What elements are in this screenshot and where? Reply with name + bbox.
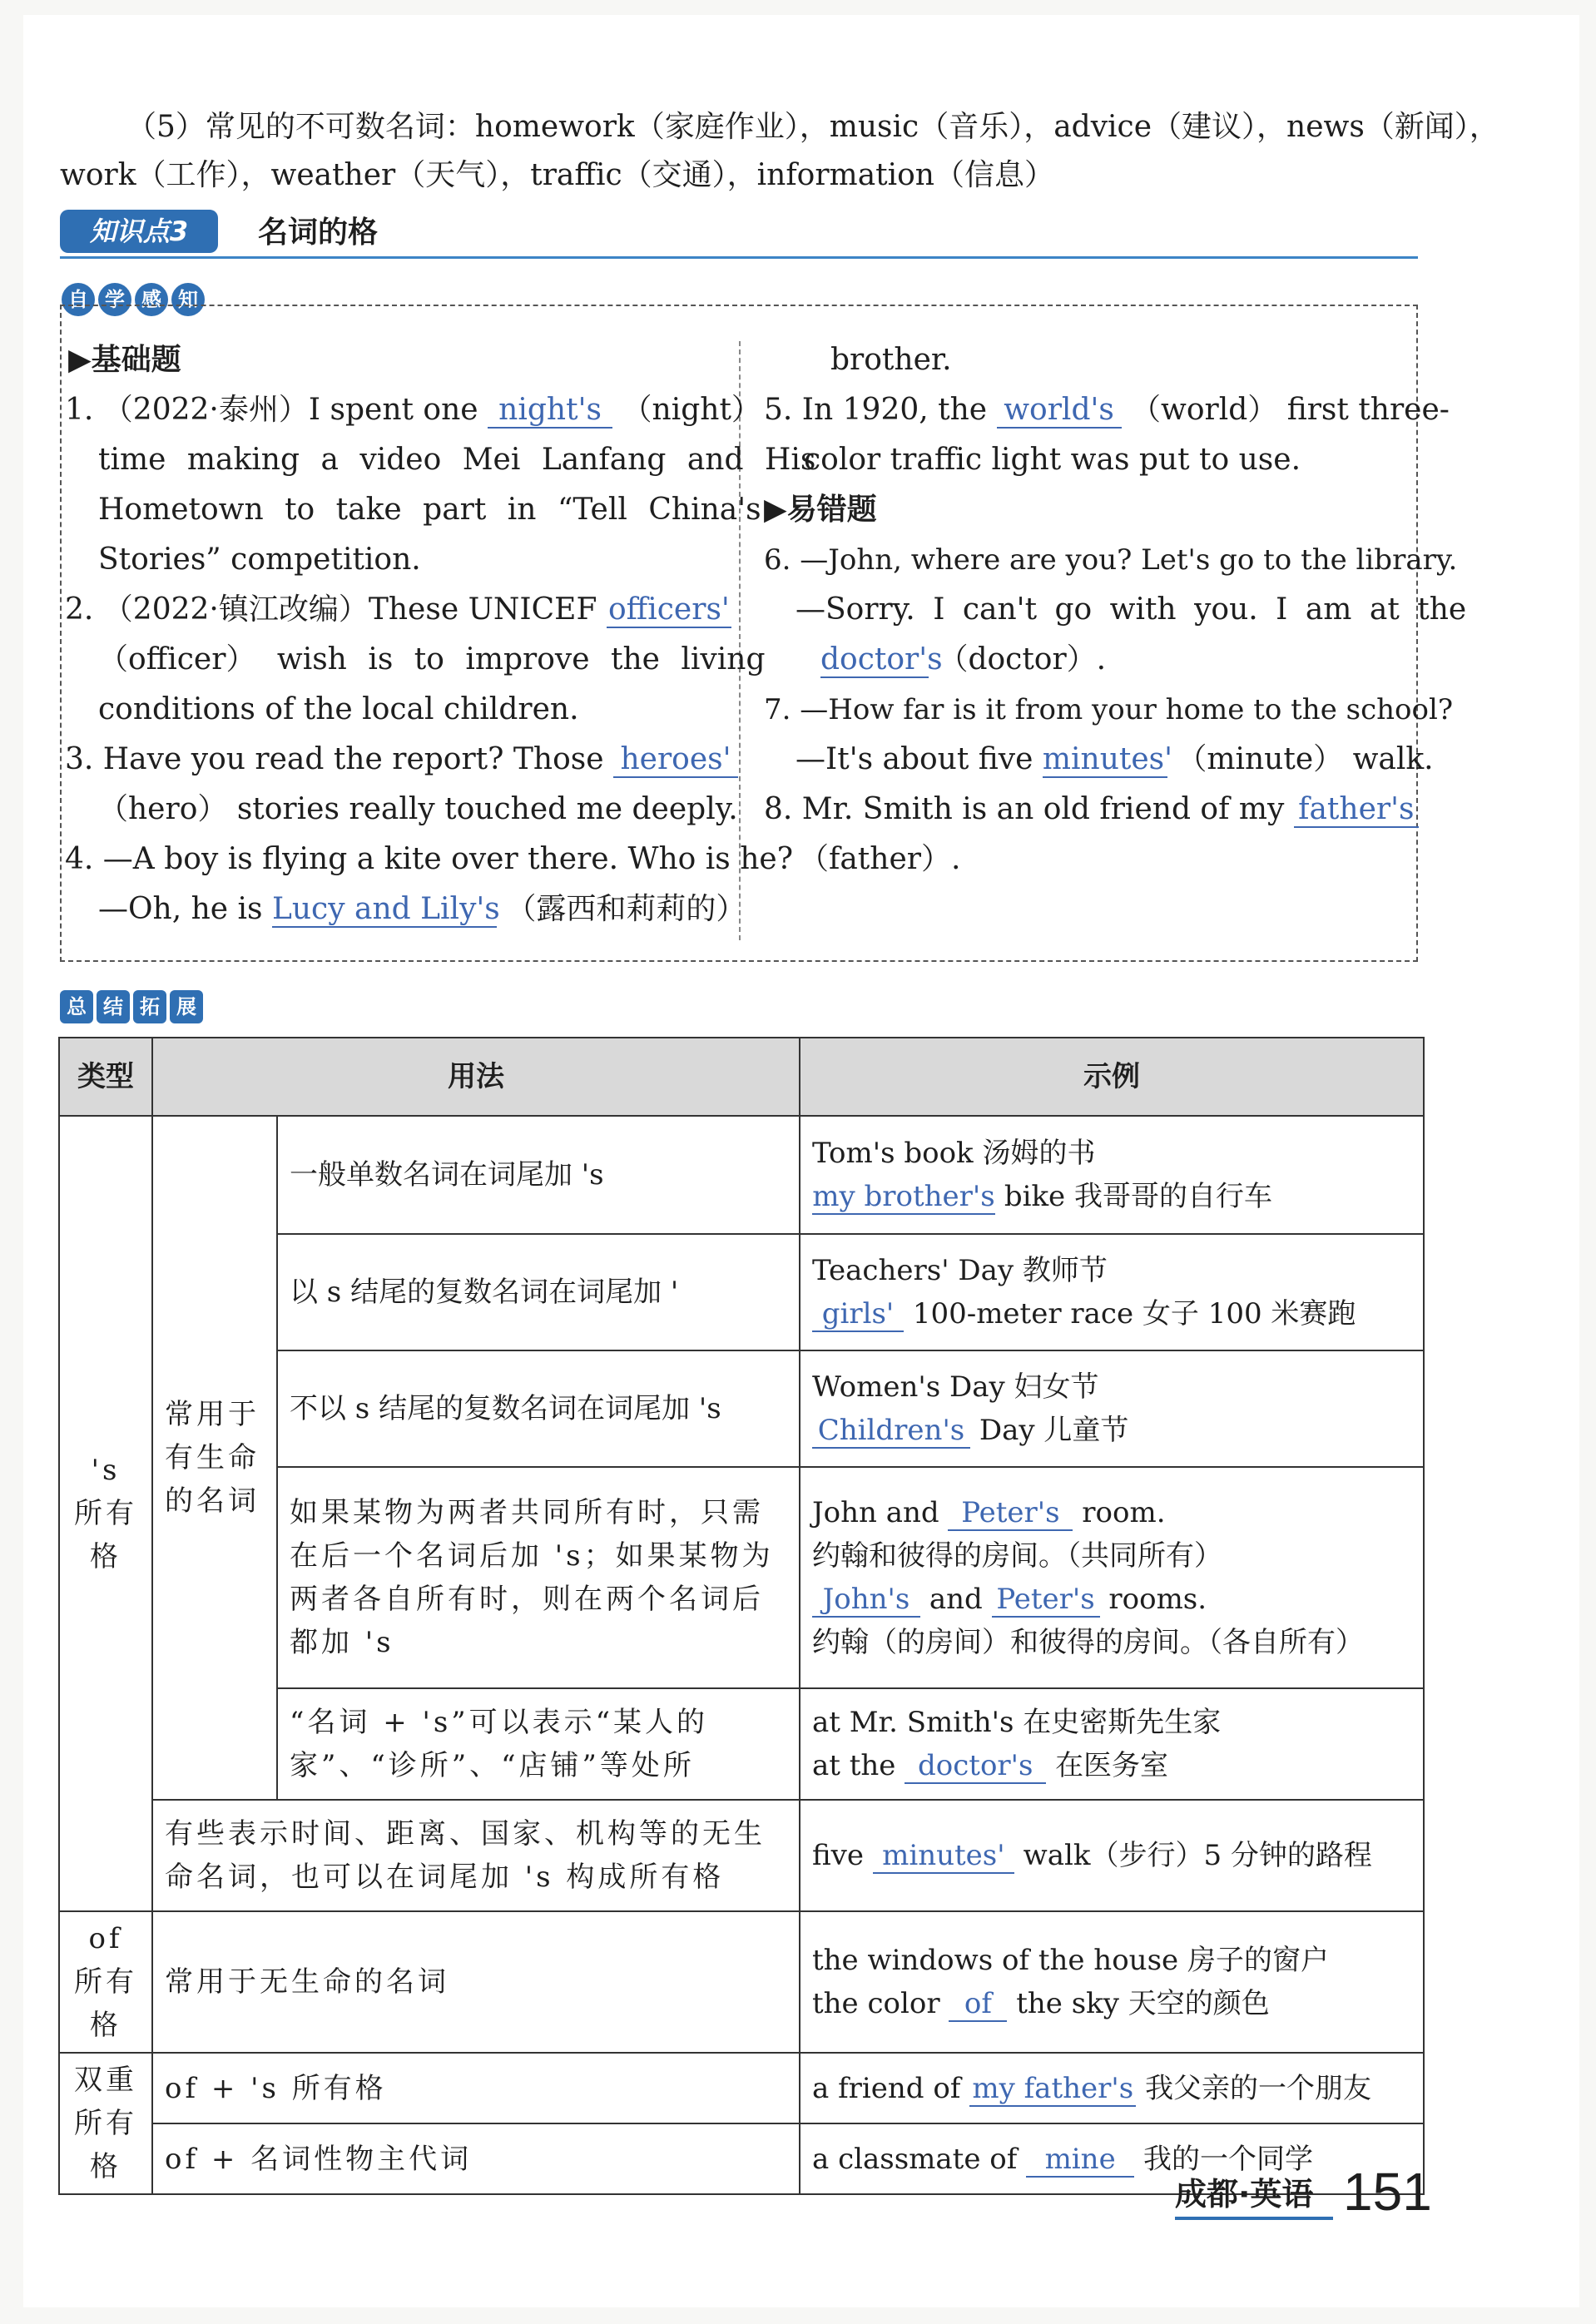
example-line: the windows of the house 房子的窗户 bbox=[812, 1944, 1329, 1977]
q1-answer: night's bbox=[488, 394, 612, 429]
example-line: 约翰（的房间）和彼得的房间。（各自所有） bbox=[812, 1626, 1364, 1659]
answer-blank: Children's bbox=[812, 1414, 970, 1449]
answer-blank: John's bbox=[812, 1583, 920, 1618]
summary-char: 总 bbox=[60, 990, 93, 1023]
answer-blank: my brother's bbox=[812, 1180, 995, 1213]
summary-table bbox=[58, 1037, 1425, 2195]
example-text: the sky 天空的颜色 bbox=[1016, 1987, 1270, 2020]
header-usage: 用法 bbox=[152, 1038, 800, 1116]
example-line: Women's Day 妇女节 bbox=[812, 1370, 1099, 1404]
example-cell bbox=[800, 1234, 1424, 1350]
q4-text: —Oh, he is bbox=[98, 892, 263, 926]
example-text: bike 我哥哥的自行车 bbox=[1004, 1180, 1272, 1213]
q5-answer: world's bbox=[997, 394, 1122, 429]
example-text: a classmate of bbox=[812, 2142, 1018, 2176]
example-line: Teachers' Day 教师节 bbox=[812, 1254, 1108, 1287]
usage-cell: “名词 + 's”可以表示“某人的家”、“诊所”、“店铺”等处所 bbox=[277, 1688, 800, 1800]
usage-cell: 有些表示时间、距离、国家、机构等的无生命名词，也可以在词尾加 's 构成所有格 bbox=[152, 1800, 800, 1911]
section-title: 名词的格 bbox=[258, 216, 379, 250]
summary-char: 展 bbox=[170, 990, 203, 1023]
example-line bbox=[812, 1834, 1411, 1877]
animate-label: 常用于有生命的名词 bbox=[152, 1116, 277, 1800]
type-double: 双重所有格 bbox=[59, 2053, 152, 2194]
example-cell bbox=[800, 1467, 1424, 1688]
q8-text: 8. Mr. Smith is an old friend of my bbox=[764, 792, 1285, 826]
self-study-char: 自 bbox=[62, 283, 95, 316]
example-text: a friend of bbox=[812, 2071, 961, 2105]
top-line-2: work（工作），weather（天气），traffic（交通），information（信息） bbox=[60, 158, 1054, 192]
example-line bbox=[812, 1491, 1411, 1534]
example-line: 约翰和彼得的房间。（共同所有） bbox=[812, 1539, 1222, 1573]
q4-end: brother. bbox=[830, 343, 952, 377]
q3-answer: heroes' bbox=[613, 743, 738, 778]
answer-blank: doctor's bbox=[905, 1749, 1046, 1784]
q5-line2: color traffic light was put to use. bbox=[804, 443, 1301, 477]
q2-text: 2. （2022·镇江改编）These UNICEF bbox=[65, 592, 597, 627]
answer-blank: of bbox=[949, 1987, 1007, 2022]
q1-line3: Hometown to take part in “Tell China's bbox=[98, 493, 761, 527]
q2-line1 bbox=[65, 586, 731, 634]
example-line bbox=[812, 1175, 1411, 1218]
table-row bbox=[59, 2053, 1424, 2123]
type-of: of 所有格 bbox=[59, 1911, 152, 2053]
summary-label bbox=[60, 990, 203, 1023]
self-study-char: 学 bbox=[98, 283, 131, 316]
footer-label: 成都·英语 bbox=[1175, 2176, 1314, 2213]
example-text: and bbox=[929, 1583, 983, 1616]
summary-char: 结 bbox=[97, 990, 130, 1023]
example-text: 我的一个同学 bbox=[1142, 2142, 1313, 2176]
q7-text: —It's about five bbox=[796, 742, 1033, 776]
header-type: 类型 bbox=[59, 1038, 152, 1116]
usage-cell: 如果某物为两者共同所有时，只需在后一个名词后加 's；如果某物为两者各自所有时，则在两个名词后都加 's bbox=[277, 1467, 800, 1688]
example-line: at Mr. Smith's 在史密斯先生家 bbox=[812, 1706, 1222, 1739]
q6-hint: （doctor）. bbox=[938, 642, 1107, 676]
usage-cell: 以 s 结尾的复数名词在词尾加 ' bbox=[277, 1234, 800, 1350]
table-row bbox=[59, 1116, 1424, 1234]
q7-line2 bbox=[796, 736, 1434, 784]
q1-line1 bbox=[65, 386, 761, 434]
usage-cell: 常用于无生命的名词 bbox=[152, 1911, 800, 2053]
example-line bbox=[812, 1578, 1411, 1621]
usage-cell: of + 名词性物主代词 bbox=[152, 2123, 800, 2194]
answer-blank: minutes' bbox=[873, 1839, 1014, 1874]
self-study-char: 感 bbox=[135, 283, 168, 316]
example-text: five bbox=[812, 1839, 865, 1872]
example-cell bbox=[800, 1688, 1424, 1800]
example-text: 在医务室 bbox=[1055, 1749, 1169, 1782]
q7-line1: 7. —How far is it from your home to the school? bbox=[764, 693, 1454, 726]
q8-line2: （father）. bbox=[799, 842, 961, 876]
top-line-1: （5）常见的不可数名词：homework（家庭作业），music（音乐），advice（建议），news（新闻）， bbox=[126, 110, 1499, 144]
example-cell bbox=[800, 1116, 1424, 1234]
example-text: at the bbox=[812, 1749, 896, 1782]
answer-blank: mine bbox=[1026, 2143, 1134, 2178]
summary-char: 拓 bbox=[133, 990, 166, 1023]
example-line bbox=[812, 1982, 1411, 2025]
basic-heading: ▶基础题 bbox=[68, 343, 181, 377]
q3-text: 3. Have you read the report? Those bbox=[65, 742, 604, 776]
answer-blank: girls' bbox=[812, 1297, 904, 1332]
example-cell bbox=[800, 1911, 1424, 2053]
q3-line1 bbox=[65, 736, 738, 784]
table-header-row bbox=[59, 1038, 1424, 1116]
self-study-char: 知 bbox=[171, 283, 205, 316]
example-text: Day 儿童节 bbox=[979, 1414, 1129, 1447]
type-possessive: 's 所有格 bbox=[59, 1116, 152, 1911]
q6-line2: —Sorry. I can't go with you. I am at the bbox=[796, 592, 1467, 627]
footer-underline bbox=[1175, 2217, 1333, 2220]
q1-line4: Stories” competition. bbox=[98, 543, 421, 577]
example-line: Tom's book 汤姆的书 bbox=[812, 1137, 1096, 1170]
error-heading: ▶易错题 bbox=[764, 493, 877, 527]
q2-line3: conditions of the local children. bbox=[98, 692, 579, 726]
q3-line2: （hero） stories really touched me deeply. bbox=[98, 792, 738, 826]
q5-text: 5. In 1920, the bbox=[764, 393, 988, 427]
example-cell bbox=[800, 1800, 1424, 1911]
table-row bbox=[59, 1800, 1424, 1911]
example-cell bbox=[800, 2053, 1424, 2123]
section-badge: 知识点3 bbox=[60, 210, 218, 253]
page-number: 151 bbox=[1343, 2162, 1432, 2222]
example-text: walk（步行）5 分钟的路程 bbox=[1023, 1839, 1372, 1872]
example-cell bbox=[800, 2123, 1424, 2194]
q6-line1: 6. —John, where are you? Let's go to the library. bbox=[764, 543, 1458, 577]
example-text: John and bbox=[812, 1496, 939, 1529]
q2-answer: officers' bbox=[607, 593, 731, 628]
q6-line3 bbox=[820, 636, 1106, 684]
q8-answer: father's bbox=[1294, 793, 1419, 828]
q8-line1 bbox=[764, 785, 1419, 834]
q1-text: 1. （2022·泰州）I spent one bbox=[65, 393, 478, 427]
q7-answer: minutes' bbox=[1042, 742, 1173, 776]
q4-answer: Lucy and Lily's bbox=[271, 892, 500, 926]
q4-hint: （露西和莉莉的） bbox=[506, 892, 746, 926]
example-cell bbox=[800, 1350, 1424, 1467]
usage-cell: 一般单数名词在词尾加 's bbox=[277, 1116, 800, 1234]
q4-line2 bbox=[98, 885, 746, 934]
example-text: room. bbox=[1082, 1496, 1166, 1529]
example-text: 100-meter race 女子 100 米赛跑 bbox=[912, 1297, 1356, 1330]
q4-line1: 4. —A boy is flying a kite over there. Who is he? bbox=[65, 842, 794, 876]
q1-line2: time making a video Mei Lanfang and His bbox=[98, 443, 816, 477]
q2-line2: （officer） wish is to improve the living bbox=[98, 642, 766, 676]
example-text: 我父亲的一个朋友 bbox=[1145, 2071, 1372, 2105]
example-line bbox=[812, 1409, 1411, 1452]
q1-hint: （night） bbox=[622, 393, 761, 427]
example-line bbox=[812, 1744, 1411, 1787]
answer-blank: my father's bbox=[969, 2072, 1136, 2107]
answer-blank: Peter's bbox=[992, 1583, 1100, 1618]
header-example: 示例 bbox=[800, 1038, 1424, 1116]
example-text: rooms. bbox=[1108, 1583, 1207, 1616]
usage-cell: of + 's 所有格 bbox=[152, 2053, 800, 2123]
q6-answer: doctor's bbox=[820, 642, 943, 676]
answer-blank: Peter's bbox=[948, 1496, 1073, 1531]
q5-hint: （world） first three- bbox=[1131, 393, 1450, 427]
q5-line1 bbox=[764, 386, 1450, 434]
example-line bbox=[812, 1292, 1411, 1335]
example-text: the color bbox=[812, 1987, 940, 2020]
usage-cell: 不以 s 结尾的复数名词在词尾加 's bbox=[277, 1350, 800, 1467]
q7-hint: （minute） walk. bbox=[1177, 742, 1434, 776]
table-row bbox=[59, 1911, 1424, 2053]
